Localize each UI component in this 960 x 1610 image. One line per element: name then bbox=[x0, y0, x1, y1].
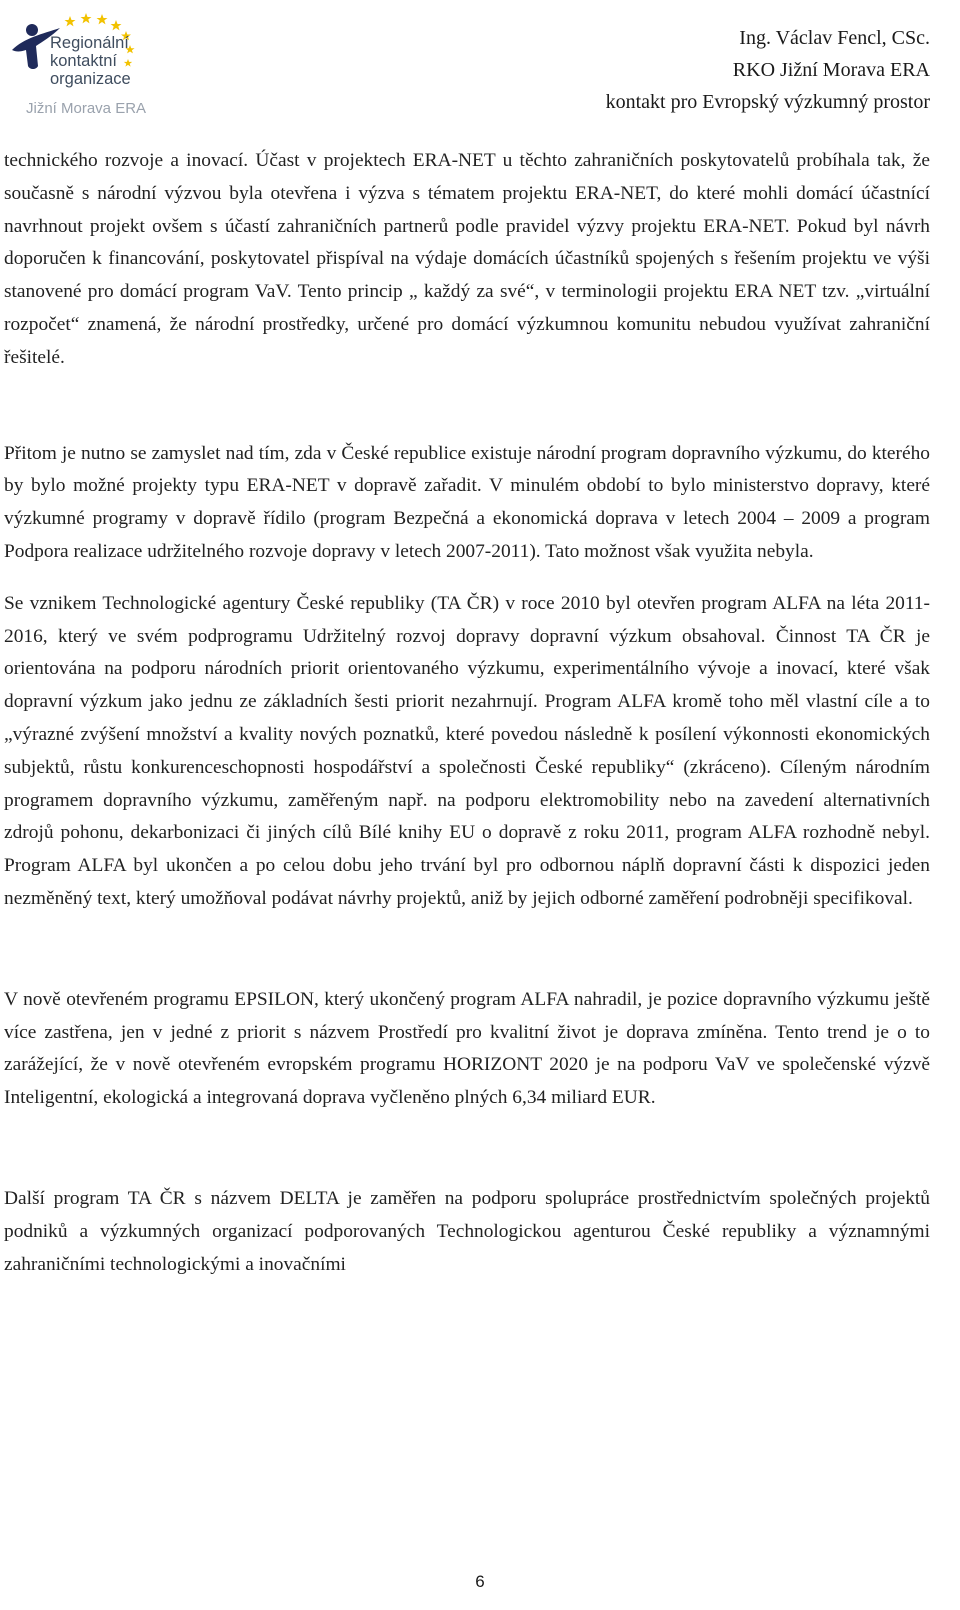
contact-org: RKO Jižní Morava ERA bbox=[732, 59, 930, 81]
contact-block bbox=[606, 22, 930, 118]
contact-name: Ing. Václav Fencl, CSc. bbox=[739, 27, 930, 49]
contact-role: kontakt pro Evropský výzkumný prostor bbox=[605, 91, 930, 113]
rko-logo bbox=[8, 4, 158, 124]
paragraph-5: Další program TA ČR s názvem DELTA je zaměřen na podporu spolupráce prostřednictvím společných projektů podniků a výzkumných organizací podporovaných Technologickou agenturou České republiky a významnými zahraničními technologickými a inovačními bbox=[4, 1187, 930, 1275]
paragraph-4: V nově otevřeném programu EPSILON, který ukončený program ALFA nahradil, je pozice dopravního výzkumu ještě více zastřena, jen v jedné z priorit s názvem Prostředí pro kvalitní život je doprava zmíněna. Tento trend je o to zarážející, že v nově otevřeném evropském programu HORIZONT 2020 je na podporu VaV ve společenské výzvě Inteligentní, ekologická a integrovaná doprava vyčleněno plných 6,34 miliard EUR. bbox=[4, 988, 930, 1109]
paragraph-3: Se vznikem Technologické agentury České republiky (TA ČR) v roce 2010 byl otevřen program ALFA na léta 2011-2016, který ve svém podprogramu Udržitelný rozvoj dopravy dopravní výzkum obsahoval. Činnost TA ČR je orientována na podporu národních priorit orientovaného výzkumu, experimentálního vývoje a inovací, které však dopravní výzkum jako jednu ze základních šesti priorit nezahrnují. Program ALFA kromě toho měl vlastní cíle a to „výrazné zvýšení množství a kvality nových poznatků, které povedou následně k posílení výkonnosti ekonomických subjektů, růstu konkurenceschopnosti hospodářství a společnosti České republiky“ (zkráceno). Cíleným národním programem dopravního výzkumu, zaměřeným např. na podporu elektromobility nebo na zavedení alternativních zdrojů pohonu, dekarbonizaci či jiných cílů Bílé knihy EU o dopravě z roku 2011, program ALFA rozhodně nebyl. Program ALFA byl ukončen a po celou dobu jeho trvání byl pro odbornou náplň dopravní části k dispozici jeden nezměněný text, který umožňoval podávat návrhy projektů, aniž by jejich odborné zaměření podrobněji specifikoval. bbox=[4, 592, 930, 909]
paragraph-2: Přitom je nutno se zamyslet nad tím, zda v České republice existuje národní program dopravního výzkumu, do kterého by bylo možné projekty typu ERA-NET v dopravě zařadit. V minulém období to bylo ministerstvo dopravy, které výzkumné programy v dopravě řídilo (program Bezpečná a ekonomická doprava v letech 2004 – 2009 a program Podpora realizace udržitelného rozvoje dopravy v letech 2007-2011). Tato možnost však využita nebyla. bbox=[4, 442, 930, 562]
paragraph-1-part-b: Účast v projektech ERA-NET u těchto zahraničních poskytovatelů probíhala tak, že současně s národní výzvou byla otevřena i výzva s tématem projektu ERA-NET, do které mohli domácí účastnící navrhnout projekt ovšem s účastí zahraničních partnerů podle pravidel výzvy projektu ERA-NET. bbox=[4, 150, 930, 237]
paragraph-1-part-c: Pokud byl návrh doporučen k financování, poskytovatel přispíval na výdaje domácích účastníků spojených s řešením projektu ve výši stanovené pro domácí program VaV. Tento princip „ každý za své“, v terminologii projektu ERA NET tzv. „virtuální rozpočet“ znamená, že národní prostředky, určené pro domácí výzkumnou komunitu nebudou využívat zahraniční řešitelé. bbox=[4, 215, 930, 368]
document-body bbox=[4, 145, 930, 1281]
paragraph-1-part-a: technického rozvoje a inovací. bbox=[4, 150, 256, 171]
page-number: 6 bbox=[475, 1572, 485, 1591]
logo-subtitle: Jižní Morava ERA bbox=[26, 100, 147, 117]
paragraph-1 bbox=[4, 145, 930, 375]
logo-line-3: organizace bbox=[50, 70, 131, 88]
page-header bbox=[0, 0, 960, 140]
logo-text bbox=[50, 34, 131, 88]
logo-line-1: Regionální bbox=[50, 34, 129, 52]
logo-line-2: kontaktní bbox=[50, 52, 117, 70]
